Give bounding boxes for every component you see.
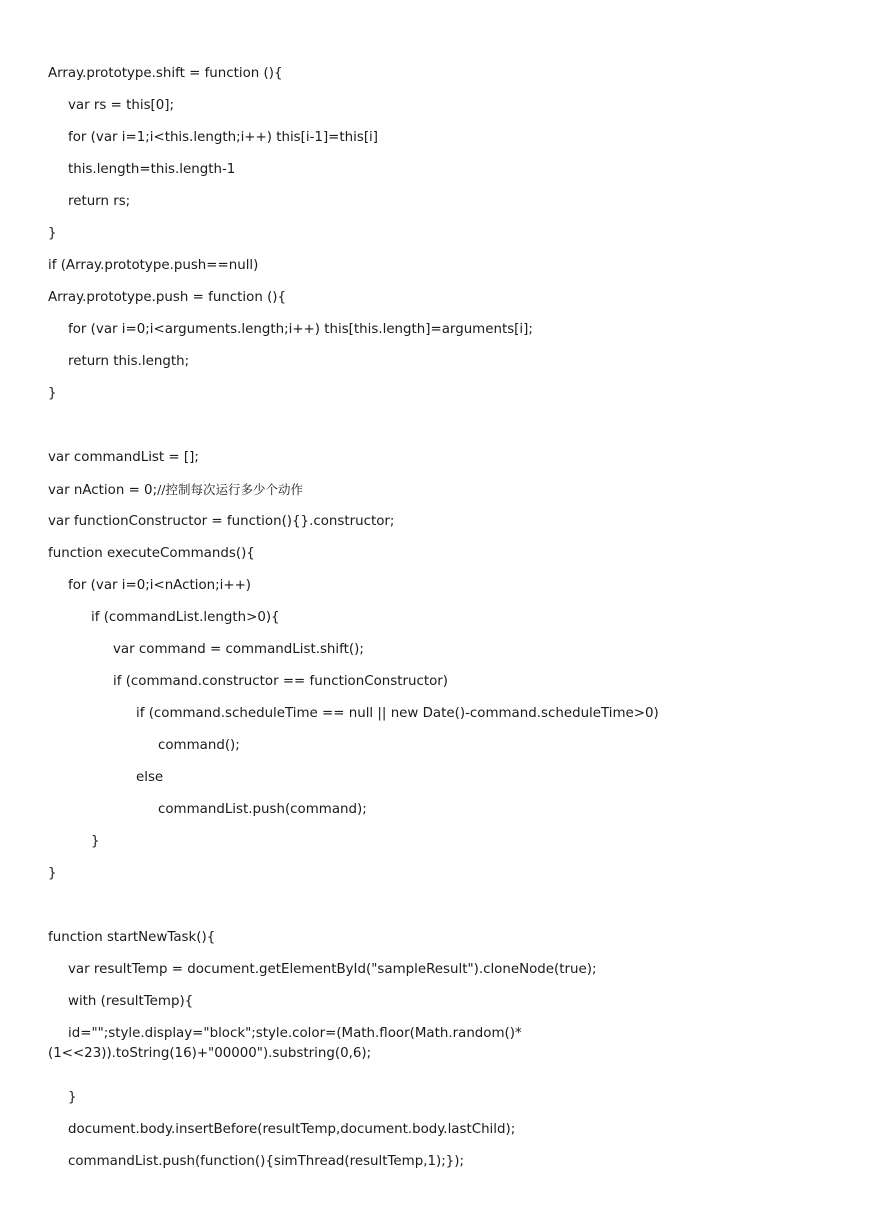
code-text: var command = commandList.shift(); bbox=[113, 642, 364, 657]
code-line bbox=[48, 448, 848, 480]
code-text: if (Array.prototype.push==null) bbox=[48, 258, 259, 273]
code-text: var commandList = []; bbox=[48, 450, 199, 465]
code-line bbox=[48, 992, 848, 1024]
code-line bbox=[48, 896, 848, 928]
code-text: document.body.insertBefore(resultTemp,document.body.lastChild); bbox=[68, 1122, 516, 1137]
code-line bbox=[48, 1024, 848, 1088]
code-line bbox=[48, 1088, 848, 1120]
code-text: function startNewTask(){ bbox=[48, 930, 216, 945]
code-line bbox=[48, 576, 848, 608]
code-line bbox=[48, 1120, 848, 1152]
code-text: } bbox=[48, 866, 57, 881]
code-text: for (var i=1;i<this.length;i++) this[i-1]=this[i] bbox=[68, 130, 378, 145]
code-text: var nAction = 0; bbox=[48, 483, 158, 498]
code-text: var resultTemp = document.getElementById("sampleResult").cloneNode(true); bbox=[68, 962, 597, 977]
code-text: var functionConstructor = function(){}.constructor; bbox=[48, 514, 395, 529]
code-line bbox=[48, 256, 848, 288]
code-text: Array.prototype.shift = function (){ bbox=[48, 66, 283, 81]
code-line bbox=[48, 480, 848, 512]
code-text: command(); bbox=[158, 738, 240, 753]
code-text: } bbox=[68, 1090, 77, 1105]
code-line bbox=[48, 672, 848, 704]
code-line bbox=[48, 384, 848, 416]
code-line bbox=[48, 224, 848, 256]
code-text: for (var i=0;i<nAction;i++) bbox=[68, 578, 252, 593]
code-line bbox=[48, 64, 848, 96]
code-text: with (resultTemp){ bbox=[68, 994, 194, 1009]
code-line bbox=[48, 736, 848, 768]
code-line bbox=[48, 640, 848, 672]
code-line bbox=[48, 128, 848, 160]
code-line bbox=[48, 288, 848, 320]
code-text: } bbox=[91, 834, 100, 849]
code-text: Array.prototype.push = function (){ bbox=[48, 290, 287, 305]
code-line bbox=[48, 160, 848, 192]
code-text: commandList.push(function(){simThread(resultTemp,1);}); bbox=[68, 1154, 464, 1169]
code-line bbox=[48, 928, 848, 960]
code-line bbox=[48, 704, 848, 736]
code-text-continuation: (1<<23)).toString(16)+"00000").substring(0,6); bbox=[48, 1046, 372, 1061]
code-text: for (var i=0;i<arguments.length;i++) this[this.length]=arguments[i]; bbox=[68, 322, 533, 337]
code-line bbox=[48, 1152, 848, 1184]
code-line bbox=[48, 320, 848, 352]
code-line bbox=[48, 544, 848, 576]
code-line bbox=[48, 864, 848, 896]
code-line bbox=[48, 608, 848, 640]
code-text: else bbox=[136, 770, 164, 785]
code-text: id="";style.display="block";style.color=(Math.floor(Math.random()* bbox=[68, 1026, 522, 1041]
code-text: function executeCommands(){ bbox=[48, 546, 255, 561]
code-line bbox=[48, 800, 848, 832]
code-text: if (command.constructor == functionConstructor) bbox=[113, 674, 449, 689]
code-line bbox=[48, 192, 848, 224]
code-line bbox=[48, 832, 848, 864]
code-text: } bbox=[48, 386, 57, 401]
code-text: if (commandList.length>0){ bbox=[91, 610, 280, 625]
code-line bbox=[48, 960, 848, 992]
code-line bbox=[48, 352, 848, 384]
code-text: return rs; bbox=[68, 194, 131, 209]
code-line bbox=[48, 416, 848, 448]
code-text: if (command.scheduleTime == null || new Date()-command.scheduleTime>0) bbox=[136, 706, 659, 721]
code-text: commandList.push(command); bbox=[158, 802, 367, 817]
code-line bbox=[48, 768, 848, 800]
code-text: } bbox=[48, 226, 57, 241]
code-text: return this.length; bbox=[68, 354, 190, 369]
code-line bbox=[48, 96, 848, 128]
code-text: var rs = this[0]; bbox=[68, 98, 175, 113]
code-comment: //控制每次运行多少个动作 bbox=[157, 482, 304, 497]
code-line bbox=[48, 512, 848, 544]
code-text: this.length=this.length-1 bbox=[68, 162, 236, 177]
code-document bbox=[48, 64, 848, 1184]
